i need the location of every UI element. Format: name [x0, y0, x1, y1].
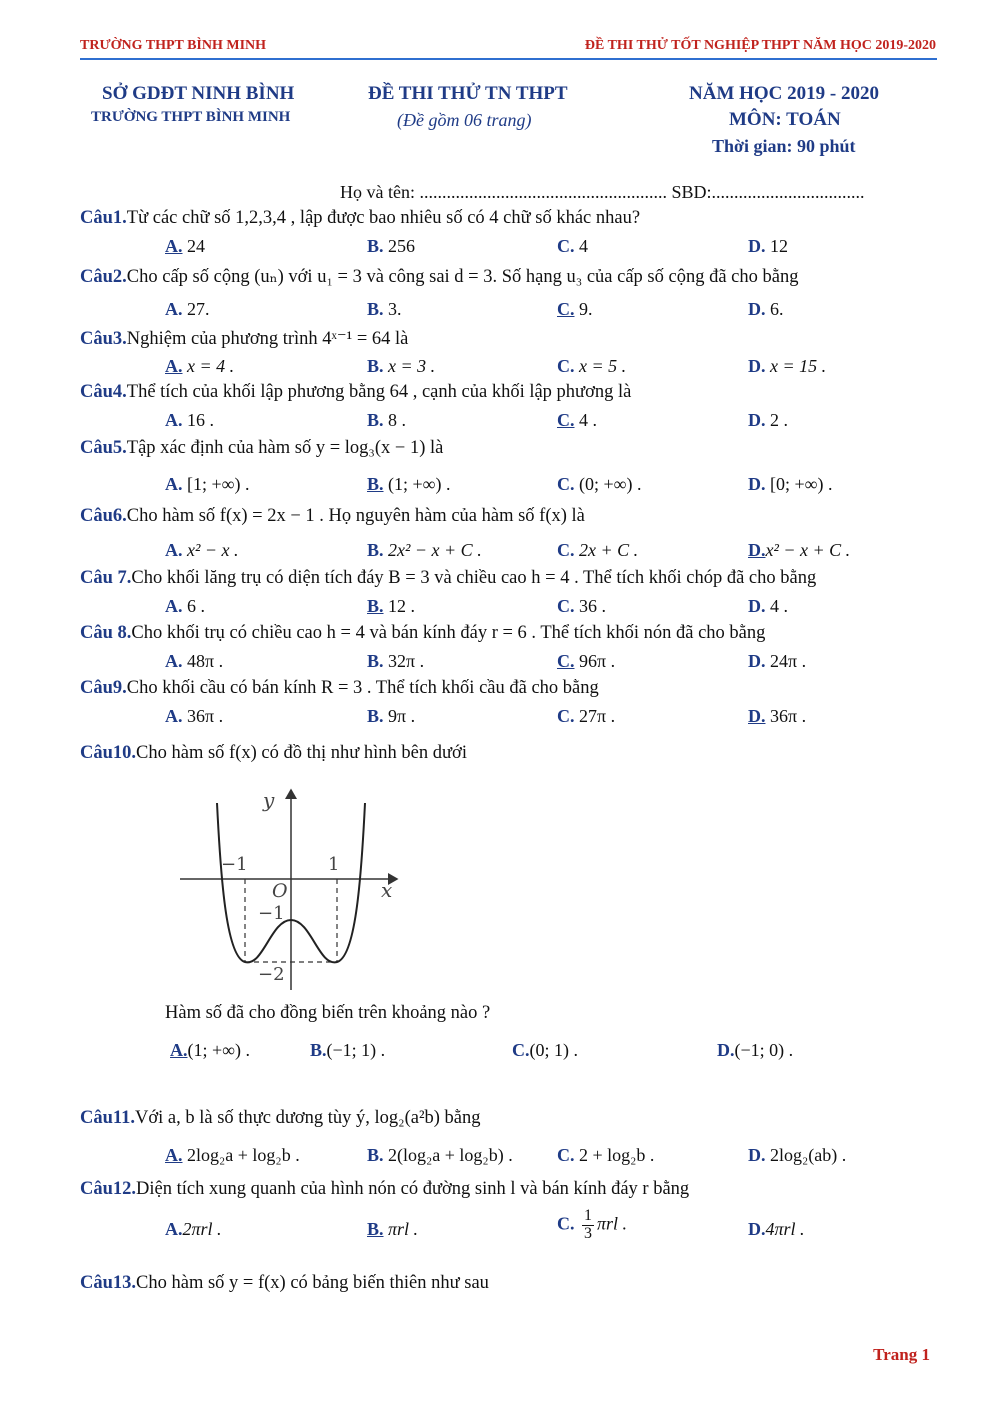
option-1b[interactable]: B. 256 — [367, 236, 416, 256]
question-10: Câu10.Cho hàm số f(x) có đồ thị như hình bên dưới — [80, 743, 467, 763]
option-11b[interactable]: B. 2(log₂a + log₂b) . — [367, 1145, 513, 1165]
question-text: Cho khối lăng trụ có diện tích đáy B = 3 và chiều cao h = 4 . Thể tích khối chóp đã cho bằng — [131, 568, 817, 588]
option-4c[interactable]: C. 4 . — [557, 410, 597, 430]
tick-x-neg1: −1 — [221, 854, 248, 875]
option-4b[interactable]: B. 8 . — [367, 410, 407, 430]
question-text: Thể tích của khối lập phương bằng 64 , cạnh của khối lập phương là — [126, 382, 632, 402]
question-12: Câu12.Diện tích xung quanh của hình nón có đường sinh l và bán kính đáy r bằng — [80, 1179, 690, 1199]
header-exam-title: ĐỀ THI THỬ TỐT NGHIỆP THPT NĂM HỌC 2019-2020 — [584, 38, 936, 53]
option-11c[interactable]: C. 2 + log₂b . — [557, 1145, 655, 1165]
option-3c[interactable]: C. x = 5 . — [557, 356, 627, 376]
tick-x-pos1: 1 — [328, 854, 340, 875]
page-count: (Đề gồm 06 trang) — [397, 110, 532, 130]
exam-title: ĐỀ THI THỬ TN THPT — [368, 83, 568, 104]
tick-y-neg2: −2 — [258, 964, 285, 985]
option-12b[interactable]: B. πrl . — [367, 1219, 419, 1239]
option-6b[interactable]: B. 2x² − x + C . — [367, 540, 482, 560]
option-1c[interactable]: C. 4 — [557, 236, 588, 256]
option-2c[interactable]: C. 9. — [557, 299, 593, 319]
question-text: Cho hàm số y = f(x) có bảng biến thiên như sau — [136, 1273, 489, 1293]
question-8: Câu 8.Cho khối trụ có chiều cao h = 4 và bán kính đáy r = 6 . Thể tích khối nón đã cho bằng — [80, 623, 766, 643]
question-text: Cho khối trụ có chiều cao h = 4 và bán kính đáy r = 6 . Thể tích khối nón đã cho bằng — [131, 623, 766, 643]
exam-time: Thời gian: 90 phút — [712, 136, 856, 156]
option-10c[interactable]: C.(0; 1) . — [512, 1040, 578, 1060]
question-2: Câu2.Cho cấp số cộng (uₙ) với u₁ = 3 và công sai d = 3. Số hạng u₃ của cấp số cộng đã cho bằng — [80, 267, 799, 287]
question-label: Câu1. — [80, 208, 127, 228]
option-8c[interactable]: C. 96π . — [557, 651, 616, 671]
option-4d[interactable]: D. 2 . — [748, 410, 788, 430]
option-2d[interactable]: D. 6. — [748, 299, 784, 319]
option-1a[interactable]: A. 24 — [165, 236, 205, 256]
question-text: Tập xác định của hàm số y = log₃(x − 1) là — [126, 438, 444, 458]
option-12d[interactable]: D.4πrl . — [748, 1219, 805, 1239]
question-9: Câu9.Cho khối cầu có bán kính R = 3 . Thể tích khối cầu đã cho bằng — [80, 678, 599, 698]
option-3a[interactable]: A. x = 4 . — [165, 356, 235, 376]
option-9d[interactable]: D. 36π . — [748, 706, 807, 726]
option-9c[interactable]: C. 27π . — [557, 706, 616, 726]
function-graph — [175, 785, 405, 995]
option-2a[interactable]: A. 27. — [165, 299, 210, 319]
student-info-line: Họ và tên: ....................................................... SBD:.................................. — [340, 182, 865, 202]
option-10d[interactable]: D.(−1; 0) . — [717, 1040, 794, 1060]
option-5a[interactable]: A. [1; +∞) . — [165, 474, 250, 494]
option-12c[interactable]: C. $\frac{1}{3}$ πrl . — [557, 1207, 628, 1242]
header-rule — [80, 58, 937, 60]
fraction-one-third: $\frac{1}{3}$ — [584, 1207, 592, 1242]
option-8b[interactable]: B. 32π . — [367, 651, 425, 671]
question-text: Nghiệm của phương trình 4ˣ⁻¹ = 64 là — [126, 329, 409, 349]
school-year: NĂM HỌC 2019 - 2020 — [689, 83, 879, 104]
question-5: Câu5.Tập xác định của hàm số y = log₃(x − 1) là — [80, 438, 444, 458]
option-8d[interactable]: D. 24π . — [748, 651, 807, 671]
question-10-subtext: Hàm số đã cho đồng biến trên khoảng nào ? — [165, 1003, 491, 1023]
option-11d[interactable]: D. 2log₂(ab) . — [748, 1145, 847, 1165]
option-6a[interactable]: A. x² − x . — [165, 540, 239, 560]
option-11a[interactable]: A. 2log₂a + log₂b . — [165, 1145, 300, 1165]
question-text: Từ các chữ số 1,2,3,4 , lập được bao nhiêu số có 4 chữ số khác nhau? — [126, 208, 641, 228]
y-axis-label: y — [263, 788, 275, 812]
header-school: TRƯỜNG THPT BÌNH MINH — [80, 38, 267, 53]
school-name: TRƯỜNG THPT BÌNH MINH — [91, 109, 291, 125]
option-10a[interactable]: A.(1; +∞) . — [170, 1040, 250, 1060]
option-7d[interactable]: D. 4 . — [748, 596, 788, 616]
question-11: Câu11.Với a, b là số thực dương tùy ý, log₂(a²b) bằng — [80, 1108, 481, 1128]
question-text: Diện tích xung quanh của hình nón có đường sinh l và bán kính đáy r bằng — [136, 1179, 690, 1199]
option-3b[interactable]: B. x = 3 . — [367, 356, 436, 376]
option-5d[interactable]: D. [0; +∞) . — [748, 474, 833, 494]
option-9a[interactable]: A. 36π . — [165, 706, 224, 726]
question-7: Câu 7.Cho khối lăng trụ có diện tích đáy B = 3 và chiều cao h = 4 . Thể tích khối chóp đã cho bằng — [80, 568, 817, 588]
option-5b[interactable]: B. (1; +∞) . — [367, 474, 451, 494]
option-7c[interactable]: C. 36 . — [557, 596, 606, 616]
option-6d[interactable]: D.x² − x + C . — [748, 540, 851, 560]
question-text: Cho hàm số f(x) có đồ thị như hình bên dưới — [136, 743, 467, 763]
page-number: Trang 1 — [873, 1345, 930, 1364]
option-10b[interactable]: B.(−1; 1) . — [310, 1040, 386, 1060]
tick-y-neg1: −1 — [258, 903, 285, 924]
option-2b[interactable]: B. 3. — [367, 299, 402, 319]
question-text: Cho khối cầu có bán kính R = 3 . Thể tích khối cầu đã cho bằng — [126, 678, 599, 698]
option-3d[interactable]: D. x = 15 . — [748, 356, 827, 376]
question-text: Với a, b là số thực dương tùy ý, log₂(a²b) bằng — [135, 1108, 481, 1128]
option-6c[interactable]: C. 2x + C . — [557, 540, 639, 560]
option-7b[interactable]: B. 12 . — [367, 596, 416, 616]
option-12a[interactable]: A.2πrl . — [165, 1219, 222, 1239]
x-axis-label: x — [381, 878, 393, 902]
subject: MÔN: TOÁN — [729, 109, 841, 130]
option-1d[interactable]: D. 12 — [748, 236, 788, 256]
origin-label: O — [272, 880, 288, 902]
option-9b[interactable]: B. 9π . — [367, 706, 416, 726]
option-8a[interactable]: A. 48π . — [165, 651, 224, 671]
option-4a[interactable]: A. 16 . — [165, 410, 214, 430]
question-4: Câu4.Thể tích của khối lập phương bằng 64 , cạnh của khối lập phương là — [80, 382, 632, 402]
question-6: Câu6.Cho hàm số f(x) = 2x − 1 . Họ nguyên hàm của hàm số f(x) là — [80, 506, 585, 526]
question-1 — [80, 208, 640, 229]
dept-name: SỞ GDĐT NINH BÌNH — [102, 83, 295, 104]
option-5c[interactable]: C. (0; +∞) . — [557, 474, 642, 494]
question-text: Cho cấp số cộng (uₙ) với u₁ = 3 và công sai d = 3. Số hạng u₃ của cấp số cộng đã cho bằng — [126, 267, 799, 287]
question-3: Câu3.Nghiệm của phương trình 4ˣ⁻¹ = 64 là — [80, 329, 409, 349]
option-7a[interactable]: A. 6 . — [165, 596, 205, 616]
question-text: Cho hàm số f(x) = 2x − 1 . Họ nguyên hàm của hàm số f(x) là — [126, 506, 585, 526]
question-13: Câu13.Cho hàm số y = f(x) có bảng biến thiên như sau — [80, 1273, 489, 1293]
